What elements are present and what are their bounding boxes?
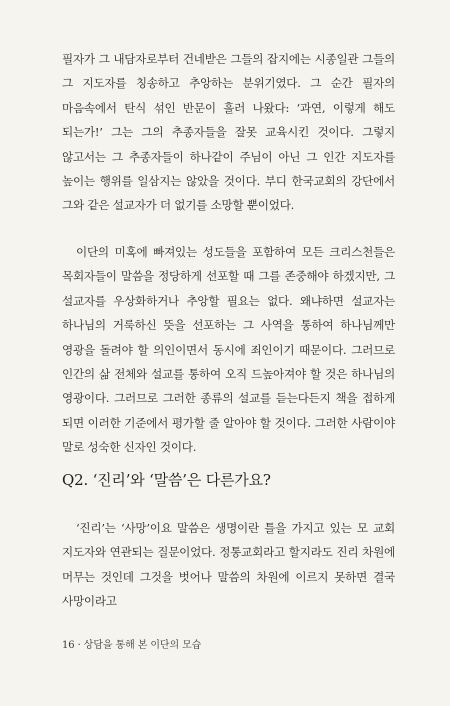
body-paragraph-2: 이단의 미혹에 빠져있는 성도들을 포함하여 모든 크리스천들은 목회자들이 말씀을 정당하게 선포할 때 그를 존중해야 하겠지만, 그 설교자를 우상화하거나 추앙할 필요는 없다. 왜냐하면 설교자는 하나님의 거룩하신 뜻을 선포하는 그 사역을 통하여 하나님께만 영광을 돌려야 할 의인이면서 동시에 죄인이기 때문이다. 그러므로 인간의 삶 전체와 설교를 통하여 오직 드높아져야 할 것은 하나님의 영광이다. 그러므로 그러한 종류의 설교를 듣는다든지 책을 접하게 되면 이러한 기준에서 평가할 줄 알아야 할 것이다. 그러한 사람이야 말로 성숙한 신자인 것이다. xyxy=(62,245,395,455)
page-footer: 16 · 상담을 통해 본 이단의 모습 xyxy=(62,640,202,651)
body-paragraph-3: ‘진리’는 ‘사망’이요 말씀은 생명이란 틀을 가지고 있는 모 교회 지도자와 연관되는 질문이었다. 정통교회라고 할지라도 진리 차원에 머무는 것인데 그것을 벗어나 말씀의 차원에 이르지 못하면 결국 사망이라고 xyxy=(62,521,395,609)
body-paragraph-1: 필자가 그 내담자로부터 건네받은 그들의 잡지에는 시종일관 그들의 그 지도자를 칭송하고 추앙하는 분위기였다. 그 순간 필자의 마음속에서 탄식 섞인 반문이 흘러 나왔다: ‘과연, 이렇게 해도 되는가!’ 그는 그의 추종자들을 잘못 교육시킨 것이다. 그렇지 않고서는 그 추종자들이 하나같이 주님이 아닌 그 인간 지도자를 높이는 행위를 일삼지는 않았을 것이다. 부디 한국교회의 강단에서 그와 같은 설교자가 더 없기를 소망할 뿐이었다. xyxy=(62,52,395,213)
question-heading: Q2. ‘진리’와 ‘말씀’은 다른가요? xyxy=(62,471,271,489)
